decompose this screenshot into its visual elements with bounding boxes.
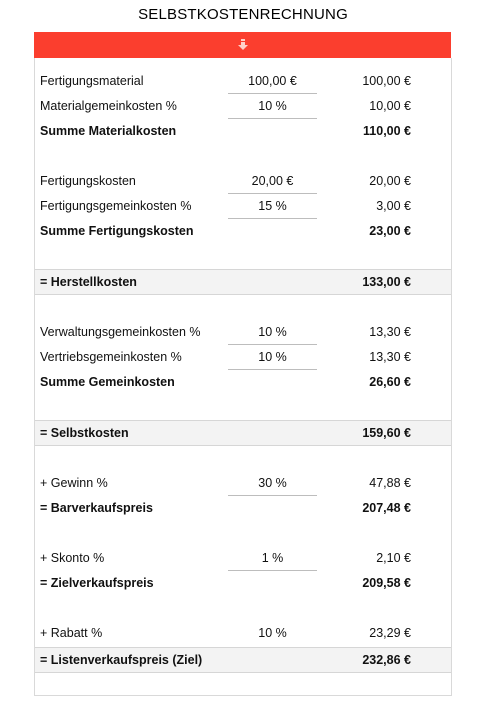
toolbar[interactable]	[34, 32, 451, 58]
row-fertigungskosten	[35, 169, 451, 194]
verwaltungsgemeinkosten-input[interactable]: 10 %	[228, 320, 317, 345]
row-value: 100,00 €	[362, 74, 411, 88]
row-listenverkaufspreis	[35, 647, 451, 673]
row-value: 23,00 €	[369, 224, 411, 238]
row-label: + Gewinn %	[40, 476, 108, 490]
row-label: Fertigungskosten	[40, 174, 136, 188]
row-label: = Zielverkaufspreis	[40, 576, 154, 590]
row-value: 26,60 €	[369, 375, 411, 389]
row-rabatt	[35, 621, 451, 646]
row-label: Fertigungsgemeinkosten %	[40, 199, 192, 213]
materialgemeinkosten-input[interactable]: 10 %	[228, 94, 317, 119]
row-skonto	[35, 546, 451, 571]
rabatt-input[interactable]: 10 %	[258, 626, 287, 640]
row-value: 159,60 €	[362, 426, 411, 440]
row-label: = Herstellkosten	[40, 275, 137, 289]
row-value: 23,29 €	[369, 626, 411, 640]
row-vertriebsgemeinkosten	[35, 345, 451, 370]
arrow-down-icon[interactable]	[238, 39, 248, 51]
row-value: 3,00 €	[376, 199, 411, 213]
row-summe-materialkosten	[35, 119, 451, 144]
row-value: 10,00 €	[369, 99, 411, 113]
calculation-sheet	[34, 58, 452, 696]
row-value: 13,30 €	[369, 325, 411, 339]
row-label: Verwaltungsgemeinkosten %	[40, 325, 201, 339]
row-zielverkaufspreis	[35, 571, 451, 596]
row-gewinn	[35, 471, 451, 496]
fertigungsmaterial-input[interactable]: 100,00 €	[228, 69, 317, 94]
row-herstellkosten	[35, 269, 451, 295]
row-materialgemeinkosten	[35, 94, 451, 119]
row-label: Vertriebsgemeinkosten %	[40, 350, 182, 364]
row-summe-gemeinkosten	[35, 370, 451, 395]
row-label: Fertigungsmaterial	[40, 74, 144, 88]
row-value: 2,10 €	[376, 551, 411, 565]
row-value: 20,00 €	[369, 174, 411, 188]
row-value: 47,88 €	[369, 476, 411, 490]
gewinn-input[interactable]: 30 %	[228, 471, 317, 496]
row-value: 232,86 €	[362, 653, 411, 667]
row-value: 207,48 €	[362, 501, 411, 515]
row-value: 13,30 €	[369, 350, 411, 364]
page-title: SELBSTKOSTENRECHNUNG	[138, 6, 348, 23]
row-verwaltungsgemeinkosten	[35, 320, 451, 345]
fertigungsgemeinkosten-input[interactable]: 15 %	[228, 194, 317, 219]
skonto-input[interactable]: 1 %	[228, 546, 317, 571]
row-value: 133,00 €	[362, 275, 411, 289]
row-value: 110,00 €	[363, 124, 411, 138]
row-label: + Rabatt %	[40, 626, 103, 640]
row-summe-fertigungskosten	[35, 219, 451, 244]
fertigungskosten-input[interactable]: 20,00 €	[228, 169, 317, 194]
row-label: Summe Gemeinkosten	[40, 375, 175, 389]
row-label: + Skonto %	[40, 551, 105, 565]
row-selbstkosten	[35, 420, 451, 446]
row-label: = Selbstkosten	[40, 426, 129, 440]
row-barverkaufspreis	[35, 496, 451, 521]
row-label: = Barverkaufspreis	[40, 501, 153, 515]
vertriebsgemeinkosten-input[interactable]: 10 %	[228, 345, 317, 370]
row-fertigungsmaterial	[35, 69, 451, 94]
row-label: = Listenverkaufspreis (Ziel)	[40, 653, 203, 667]
row-label: Summe Materialkosten	[40, 124, 177, 138]
row-label: Materialgemeinkosten %	[40, 99, 177, 113]
row-fertigungsgemeinkosten	[35, 194, 451, 219]
row-label: Summe Fertigungskosten	[40, 224, 194, 238]
row-value: 209,58 €	[362, 576, 411, 590]
